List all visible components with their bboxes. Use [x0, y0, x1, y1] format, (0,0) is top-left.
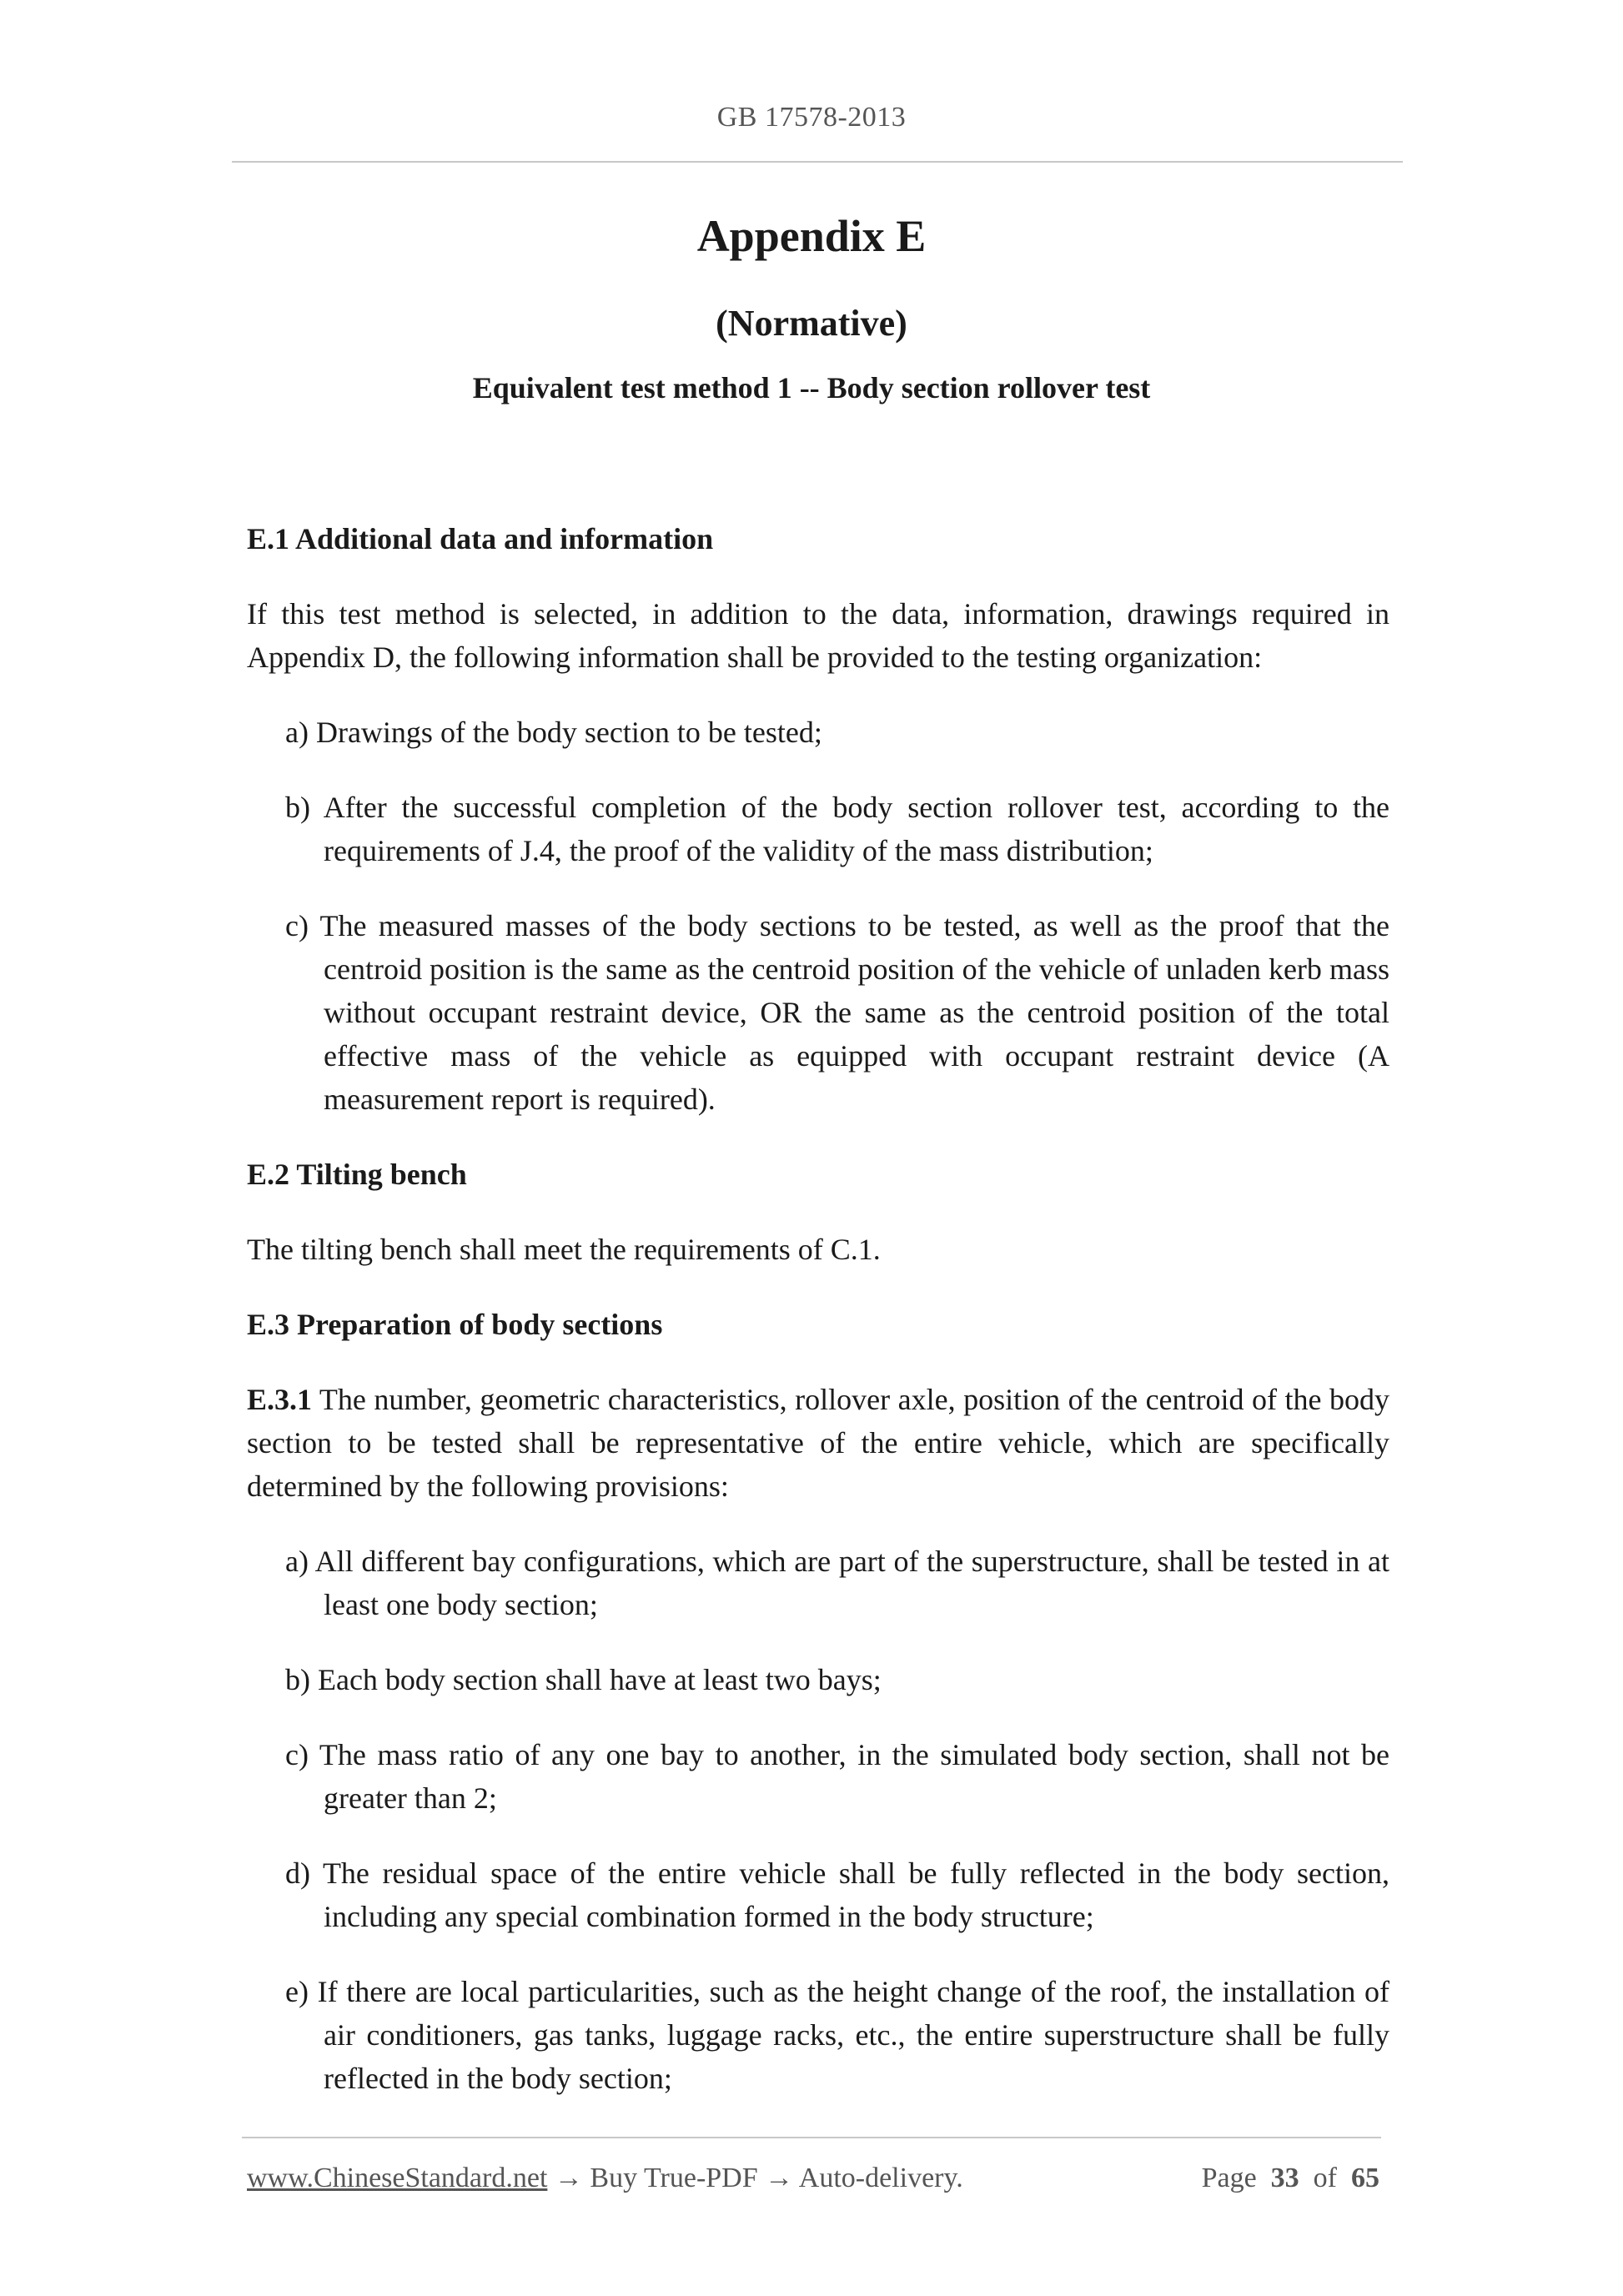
clause-e31-label: E.3.1 — [247, 1383, 313, 1416]
section-e1-intro: If this test method is selected, in addition to the data, information, drawings required in Appendix D, the following information shall be provided to the testing organization: — [247, 597, 1389, 674]
footer-tagline: → Buy True-PDF → Auto-delivery. — [547, 2163, 963, 2193]
list-item: a) All different bay configurations, which are part of the superstructure, shall be tested in at least one body section; — [285, 1545, 1389, 1621]
list-item: e) If there are local particularities, such as the height change of the roof, the installation of air conditioners, gas tanks, luggage racks, etc., the entire superstructure shall be fully reflected in the body section; — [285, 1975, 1389, 2095]
list-item: a) Drawings of the body section to be tested; — [285, 716, 822, 749]
list-item: b) After the successful completion of the body section rollover test, according to the requirements of J.4, the proof of the validity of the mass distribution; — [285, 791, 1389, 867]
list-item: d) The residual space of the entire vehicle shall be fully reflected in the body section, including any special combination formed in the body structure; — [285, 1856, 1389, 1933]
appendix-subtitle: Equivalent test method 1 -- Body section rollover test — [472, 371, 1151, 404]
list-item: b) Each body section shall have at least two bays; — [285, 1663, 882, 1696]
section-heading-e2: E.2 Tilting bench — [247, 1158, 467, 1191]
list-item: c) The mass ratio of any one bay to another, in the simulated body section, shall not be greater than 2; — [285, 1738, 1389, 1815]
footer-site-link[interactable]: www.ChineseStandard.net — [247, 2163, 548, 2193]
page-header-doc-id: GB 17578-2013 — [716, 102, 907, 133]
appendix-type: (Normative) — [716, 303, 907, 344]
clause-e31 — [247, 1378, 1389, 1508]
document-body — [247, 517, 1389, 2132]
page-total: 65 — [1351, 2163, 1379, 2193]
footer-divider — [242, 2137, 1381, 2138]
section-heading-e3: E.3 Preparation of body sections — [247, 1308, 663, 1341]
page-of: of — [1313, 2163, 1337, 2193]
clause-e31-text: The number, geometric characteristics, rollover axle, position of the centroid of the body section to be tested shall be representative of the entire vehicle, which are specifically determined by the following provisions: — [247, 1383, 1389, 1503]
section-heading-e1: E.1 Additional data and information — [247, 522, 714, 555]
footer-promo — [247, 2163, 963, 2194]
page-label: Page — [1201, 2163, 1257, 2193]
header-divider — [232, 161, 1403, 163]
page-number — [1202, 2163, 1379, 2194]
appendix-title: Appendix E — [696, 211, 927, 261]
section-e2-text: The tilting bench shall meet the requirements of C.1. — [247, 1233, 881, 1266]
page-current: 33 — [1270, 2163, 1299, 2193]
list-item: c) The measured masses of the body sections to be tested, as well as the proof that the centroid position is the same as the centroid position of the vehicle of unladen kerb mass without occupant restraint device, OR the same as the centroid position of the total effective mass of the vehicle as equipped with occupant restraint device (A measurement report is required). — [285, 909, 1389, 1116]
